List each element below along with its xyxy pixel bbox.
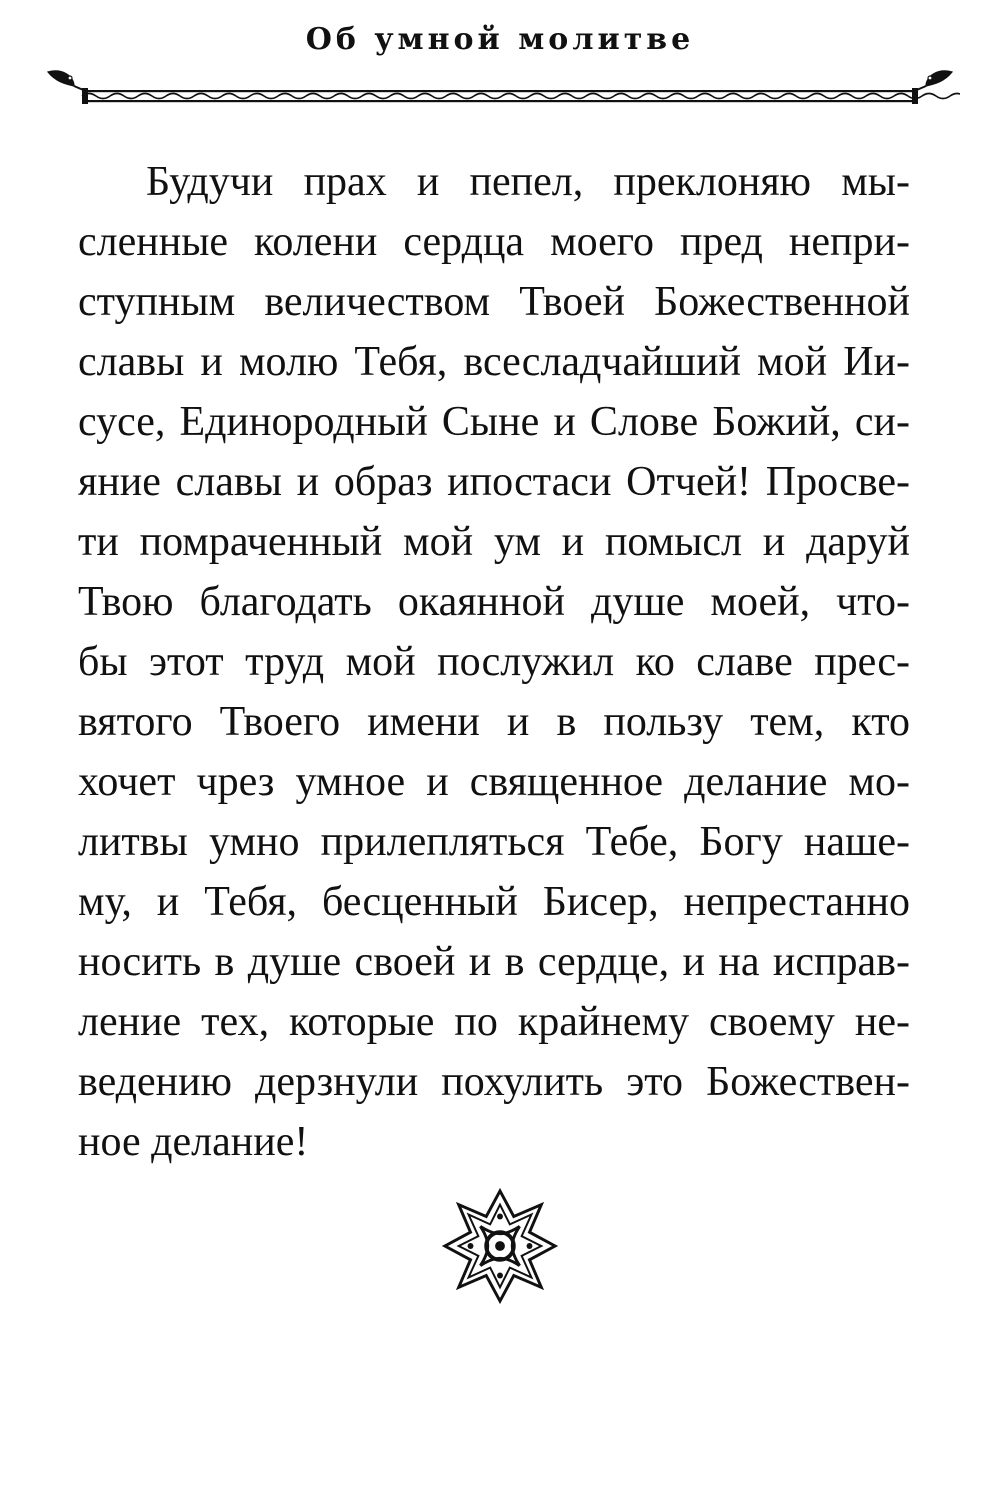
text-line: ное делание! [78, 1119, 309, 1165]
text-line: хочет чрез умное и священное делание мо- [78, 759, 910, 805]
running-title: Об умной молитве [305, 22, 695, 57]
text-line: литвы умно прилепляться Тебе, Богу наше- [78, 819, 910, 865]
ornamental-divider-icon [40, 62, 960, 112]
body-text [78, 152, 910, 1172]
text-line: Будучи прах и пепел, преклоняю мы- [146, 159, 910, 205]
text-line: ление тех, которые по крайнему своему не- [78, 999, 910, 1045]
text-line: яние славы и образ ипостаси Отчей! Просве- [78, 459, 910, 505]
text-line: вятого Твоего имени и в пользу тем, кто [78, 699, 910, 745]
text-line: му, и Тебя, бесценный Бисер, непрестанно [78, 879, 910, 925]
text-line: бы этот труд мой послужил ко славе прес- [78, 639, 910, 685]
text-line: ти помраченный мой ум и помысл и даруй [78, 519, 910, 565]
knot-ornament-icon [441, 1187, 559, 1305]
text-line: Твою благодать окаянной душе моей, что- [78, 579, 910, 625]
text-line: ведению дерзнули похулить это Божествен- [78, 1059, 910, 1105]
text-line: сленные колени сердца моего пред непри- [78, 219, 910, 265]
text-line: носить в душе своей и в сердце, и на исправ- [78, 939, 910, 985]
text-line: славы и молю Тебя, всесладчайший мой Ии- [78, 339, 910, 385]
text-line: ступным величеством Твоей Божественной [78, 279, 910, 325]
text-line: сусе, Единородный Сыне и Слове Божий, си- [78, 399, 910, 445]
